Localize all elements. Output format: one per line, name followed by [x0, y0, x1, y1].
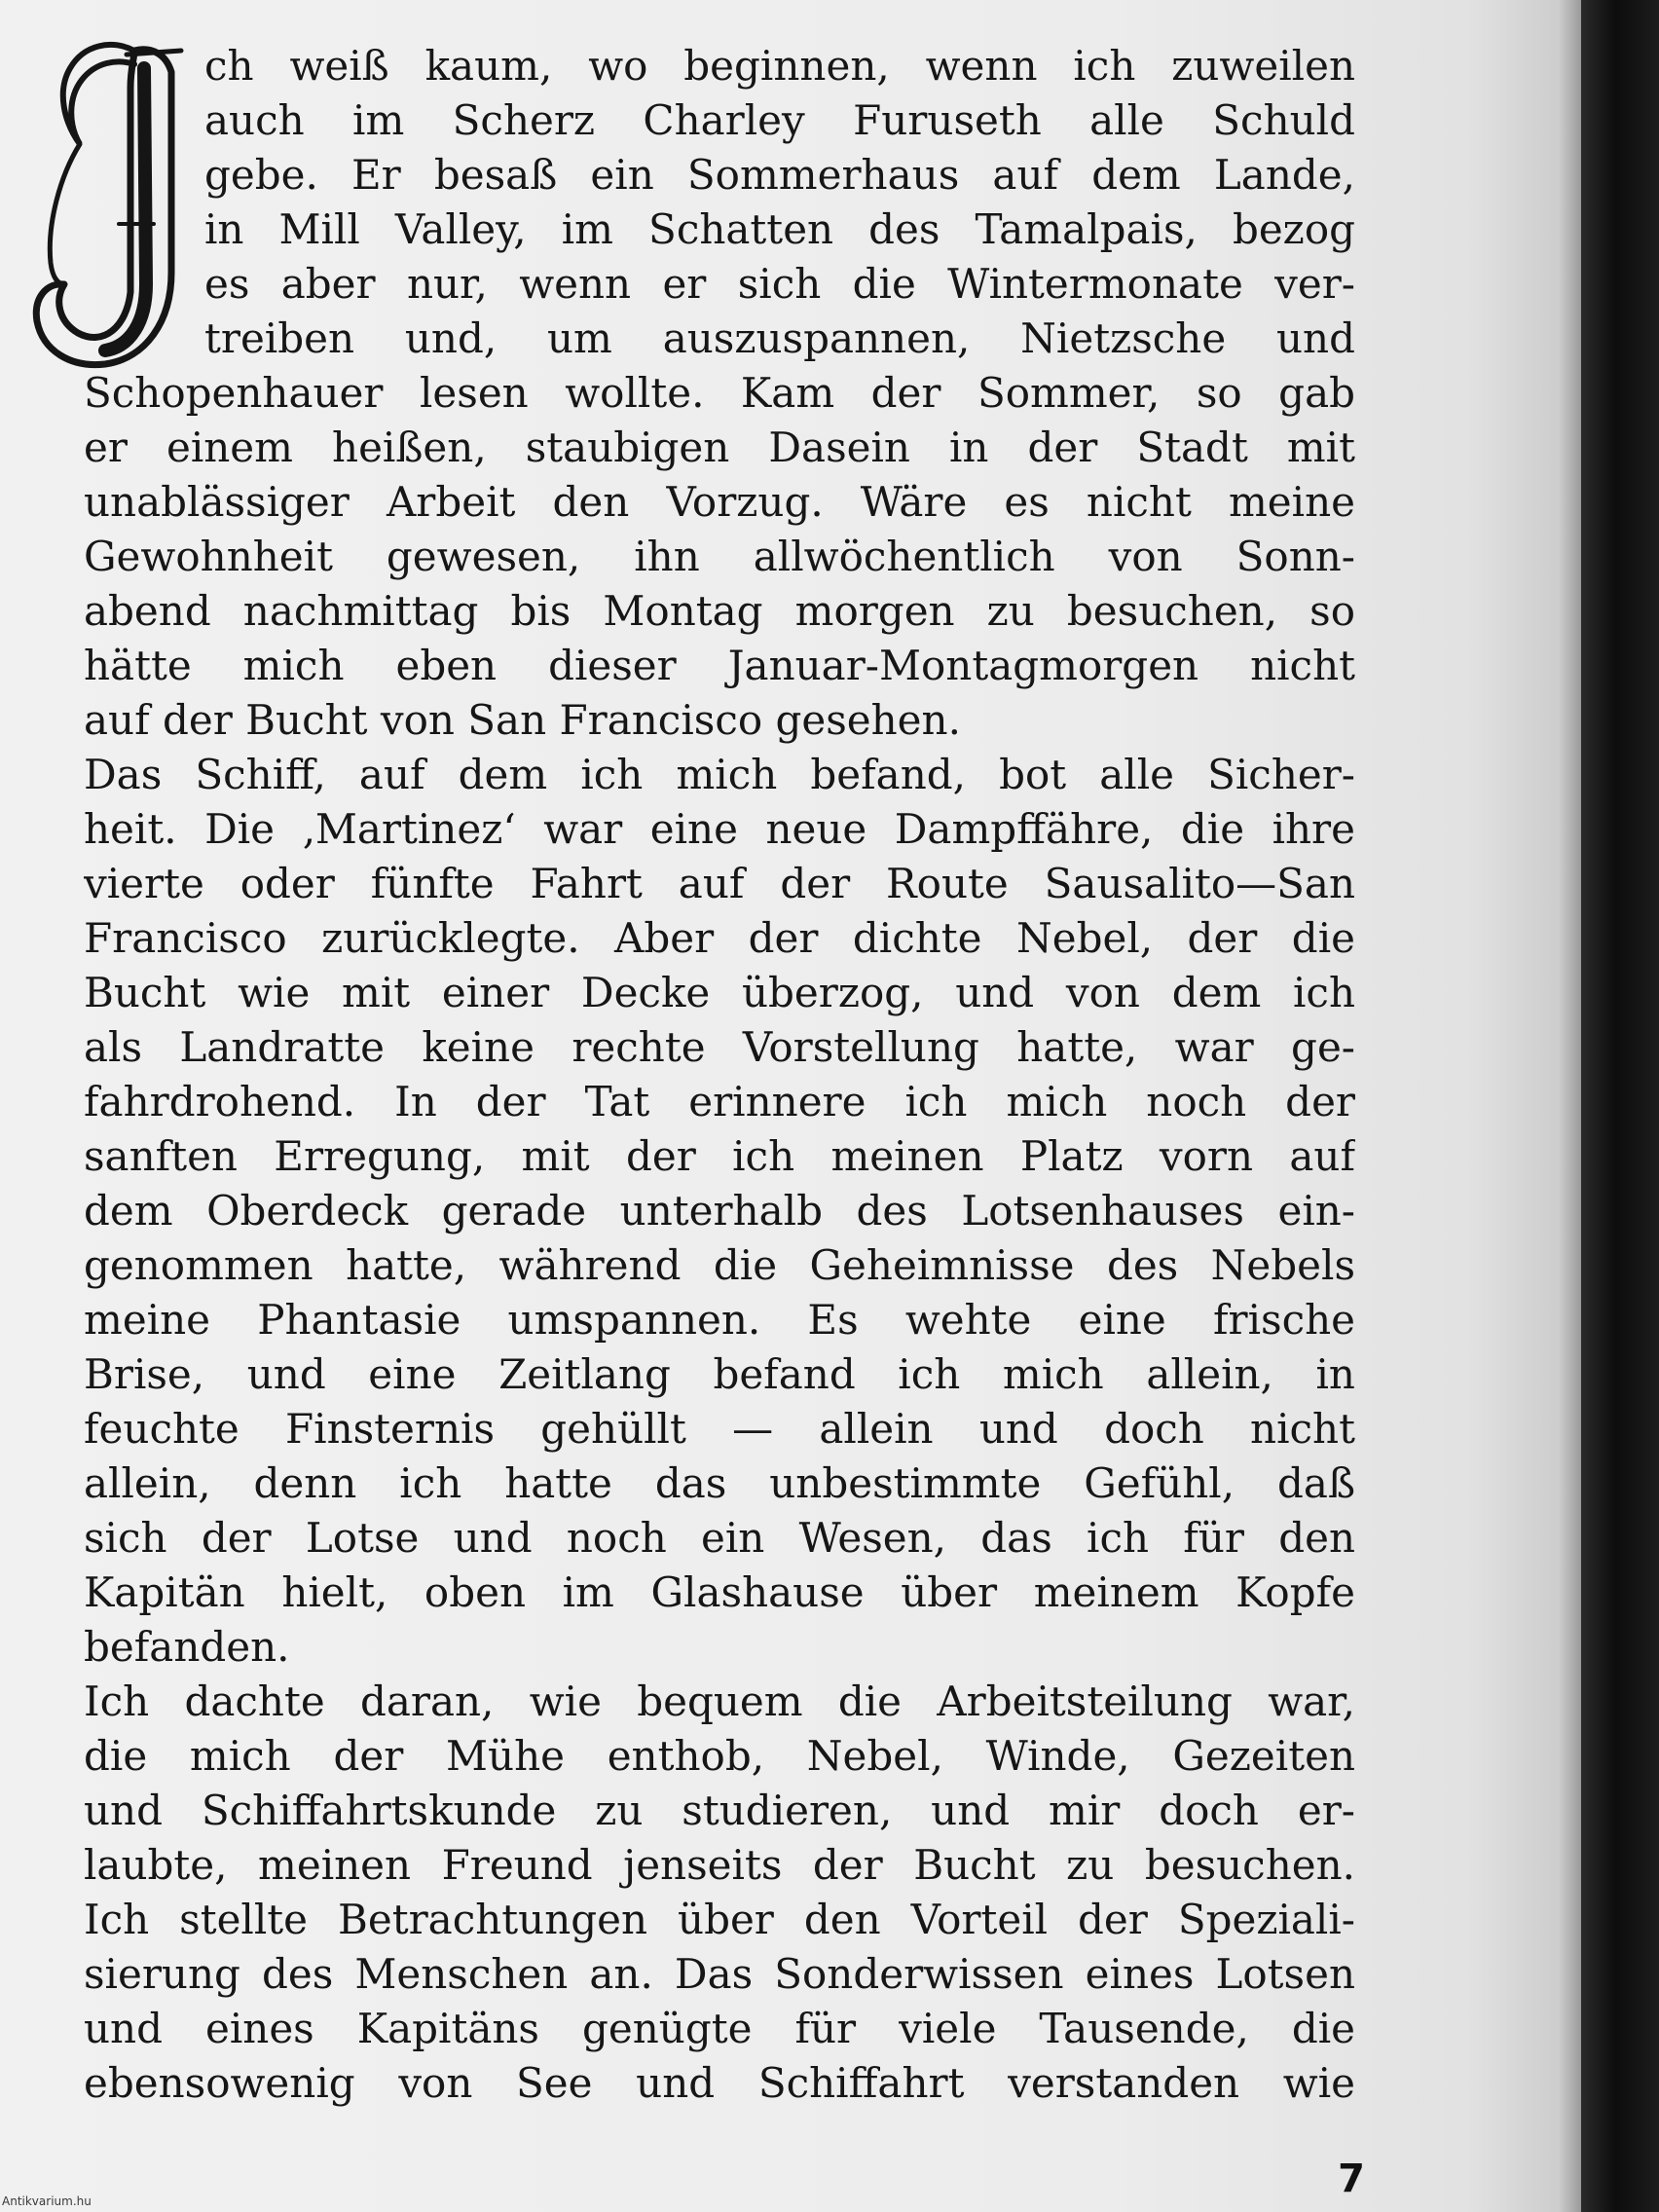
text-line: allein, denn ich hatte das unbestimmte Gefühl, daß [84, 1459, 1355, 1507]
page-gutter-shadow [1558, 0, 1581, 2212]
text-line: Schopenhauer lesen wollte. Kam der Sommer, so gab [84, 369, 1355, 417]
text-line: Brise, und eine Zeitlang befand ich mich allein, in [84, 1350, 1355, 1398]
text-line: laubte, meinen Freund jenseits der Bucht zu besuchen. [84, 1841, 1355, 1889]
text-line: befanden. [84, 1623, 290, 1671]
decorative-initial-j-icon [25, 29, 201, 380]
text-line: Bucht wie mit einer Decke überzog, und von dem ich [84, 969, 1355, 1016]
text-line: Gewohnheit gewesen, ihn allwöchentlich von Sonn- [84, 533, 1355, 580]
text-line: er einem heißen, staubigen Dasein in der Stadt mit [84, 424, 1355, 471]
text-line: ebensowenig von See und Schiffahrt verstanden wie [84, 2059, 1355, 2107]
watermark: Antikvarium.hu [2, 2194, 92, 2208]
text-line: in Mill Valley, im Schatten des Tamalpais, bezog [204, 205, 1355, 253]
text-line: treiben und, um auszuspannen, Nietzsche und [204, 314, 1355, 362]
text-line: Francisco zurücklegte. Aber der dichte Nebel, der die [84, 914, 1355, 962]
text-line: abend nachmittag bis Montag morgen zu besuchen, so [84, 587, 1355, 635]
text-line: sierung des Menschen an. Das Sonderwissen eines Lotsen [84, 1950, 1355, 1998]
book-binding [1581, 0, 1659, 2212]
text-line: vierte oder fünfte Fahrt auf der Route Sausalito—San [84, 860, 1355, 907]
text-line: Ich stellte Betrachtungen über den Vorteil der Speziali- [84, 1896, 1355, 1943]
text-line: feuchte Finsternis gehüllt — allein und doch nicht [84, 1405, 1355, 1453]
text-line: und eines Kapitäns genügte für viele Tausende, die [84, 2005, 1355, 2052]
text-line: Ich dachte daran, wie bequem die Arbeitsteilung war, [84, 1677, 1355, 1725]
text-line: und Schiffahrtskunde zu studieren, und mir doch er- [84, 1787, 1355, 1834]
text-line: meine Phantasie umspannen. Es wehte eine frische [84, 1296, 1355, 1344]
text-line: ch weiß kaum, wo beginnen, wenn ich zuweilen [204, 42, 1355, 90]
text-line: Das Schiff, auf dem ich mich befand, bot alle Sicher- [84, 751, 1355, 798]
text-line: hätte mich eben dieser Januar-Montagmorgen nicht [84, 642, 1355, 689]
text-line: unablässiger Arbeit den Vorzug. Wäre es nicht meine [84, 478, 1355, 526]
text-line: fahrdrohend. In der Tat erinnere ich mich noch der [84, 1078, 1355, 1125]
text-line: als Landratte keine rechte Vorstellung hatte, war ge- [84, 1023, 1355, 1071]
text-line: sanften Erregung, mit der ich meinen Platz vorn auf [84, 1132, 1355, 1180]
text-line: auch im Scherz Charley Furuseth alle Schuld [204, 96, 1355, 144]
text-line: die mich der Mühe enthob, Nebel, Winde, Gezeiten [84, 1732, 1355, 1780]
text-line: gebe. Er besaß ein Sommerhaus auf dem Lande, [204, 151, 1355, 199]
text-line: auf der Bucht von San Francisco gesehen. [84, 696, 961, 744]
text-line: es aber nur, wenn er sich die Wintermonate ver- [204, 260, 1355, 308]
page-number: 7 [1338, 2157, 1365, 2201]
text-line: Kapitän hielt, oben im Glashause über meinem Kopfe [84, 1568, 1355, 1616]
text-line: heit. Die ‚Martinez‘ war eine neue Dampffähre, die ihre [84, 805, 1355, 853]
text-line: sich der Lotse und noch ein Wesen, das ich für den [84, 1514, 1355, 1562]
text-line: genommen hatte, während die Geheimnisse des Nebels [84, 1241, 1355, 1289]
text-line: dem Oberdeck gerade unterhalb des Lotsenhauses ein- [84, 1187, 1355, 1235]
